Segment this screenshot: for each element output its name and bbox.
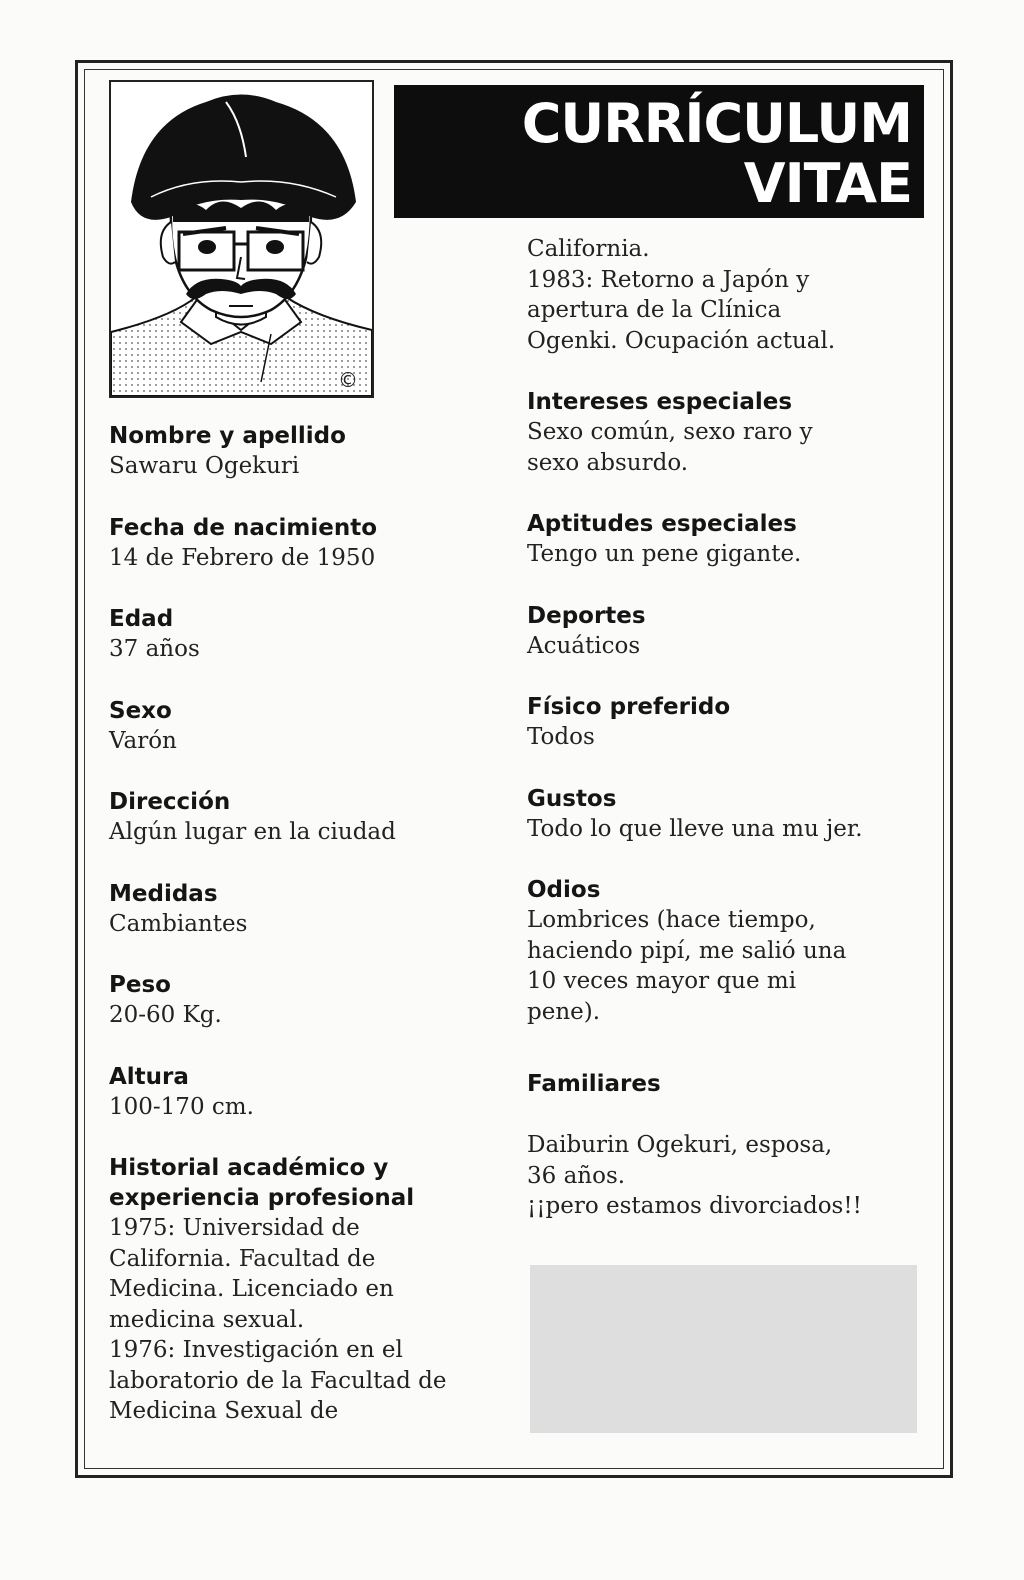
family-line: 36 años.	[527, 1162, 626, 1189]
education-line: 1975: Universidad de	[109, 1215, 360, 1241]
title-line-2: VITAE	[743, 152, 912, 215]
education-section	[109, 1153, 489, 1427]
education-line: California. Facultad de	[109, 1245, 376, 1272]
physique-value: Todos	[527, 724, 595, 750]
interests-label: Intereses especiales	[527, 389, 793, 415]
age-value: 37 años	[109, 636, 200, 662]
education-line: 1976: Investigación en el	[109, 1337, 403, 1363]
birth-section	[109, 513, 489, 574]
birth-label: Fecha de nacimiento	[109, 514, 378, 541]
education-line: 1983: Retorno a Japón y	[527, 266, 810, 293]
photo-placeholder	[530, 1265, 917, 1433]
skills-label: Aptitudes especiales	[527, 511, 797, 537]
age-section	[109, 604, 489, 665]
height-section	[109, 1062, 489, 1123]
education-line: laboratorio de la Facultad de	[109, 1367, 447, 1394]
name-section	[109, 421, 489, 482]
weight-label: Peso	[109, 972, 171, 998]
copyright-mark: ©	[338, 368, 358, 392]
sports-label: Deportes	[527, 602, 646, 629]
family-label: Familiares	[527, 1071, 661, 1097]
likes-section	[527, 784, 927, 845]
name-label: Nombre y apellido	[109, 423, 346, 449]
sex-value: Varón	[109, 727, 177, 754]
weight-section	[109, 970, 489, 1031]
skills-section	[527, 509, 927, 570]
dislikes-line: Lombrices (hace tiempo,	[527, 907, 816, 933]
physique-label: Físico preferido	[527, 694, 731, 720]
age-label: Edad	[109, 606, 174, 632]
right-column	[527, 234, 927, 1253]
measurements-label: Medidas	[109, 880, 218, 907]
address-section	[109, 787, 489, 848]
title-line-1: CURRÍCULUM	[521, 92, 912, 155]
address-value: Algún lugar en la ciudad	[109, 819, 396, 845]
address-label: Dirección	[109, 789, 231, 815]
title-banner	[394, 85, 924, 218]
interests-line: Sexo común, sexo raro y	[527, 419, 813, 445]
birth-value: 14 de Febrero de 1950	[109, 544, 376, 571]
measurements-value: Cambiantes	[109, 910, 248, 937]
height-label: Altura	[109, 1063, 189, 1090]
likes-label: Gustos	[527, 785, 617, 812]
sex-section	[109, 696, 489, 757]
dislikes-line: pene).	[527, 998, 601, 1025]
education-line: apertura de la Clínica	[527, 297, 782, 323]
education-line: Medicina. Licenciado en	[109, 1276, 394, 1302]
measurements-section	[109, 879, 489, 940]
dislikes-label: Odios	[527, 877, 601, 903]
education-label-line: experiencia profesional	[109, 1185, 415, 1211]
sports-section	[527, 601, 927, 662]
dislikes-section	[527, 875, 927, 1027]
portrait-drawing	[111, 82, 372, 396]
left-column	[109, 421, 489, 1458]
dislikes-line: 10 veces mayor que mi	[527, 968, 797, 994]
weight-value: 20-60 Kg.	[109, 1002, 222, 1028]
likes-value: Todo lo que lleve una mu jer.	[527, 815, 863, 842]
sex-label: Sexo	[109, 697, 172, 724]
name-value: Sawaru Ogekuri	[109, 453, 300, 479]
skills-value: Tengo un pene gigante.	[527, 541, 802, 567]
education-line: Ogenki. Ocupación actual.	[527, 327, 836, 354]
dislikes-line: haciendo pipí, me salió una	[527, 937, 847, 964]
interests-section	[527, 387, 927, 478]
physique-section	[527, 692, 927, 753]
interests-line: sexo absurdo.	[527, 449, 689, 476]
education-label-line: Historial académico y	[109, 1155, 389, 1181]
education-line: medicina sexual.	[109, 1306, 305, 1333]
sports-value: Acuáticos	[527, 632, 641, 659]
education-line: Medicina Sexual de	[109, 1398, 339, 1424]
height-value: 100-170 cm.	[109, 1093, 254, 1120]
education-continued	[527, 234, 927, 356]
education-line: California.	[527, 236, 650, 262]
family-section	[527, 1069, 927, 1222]
portrait-image	[109, 80, 374, 398]
family-line: Daiburin Ogekuri, esposa,	[527, 1132, 833, 1158]
family-line: ¡¡pero estamos divorciados!!	[527, 1193, 862, 1219]
